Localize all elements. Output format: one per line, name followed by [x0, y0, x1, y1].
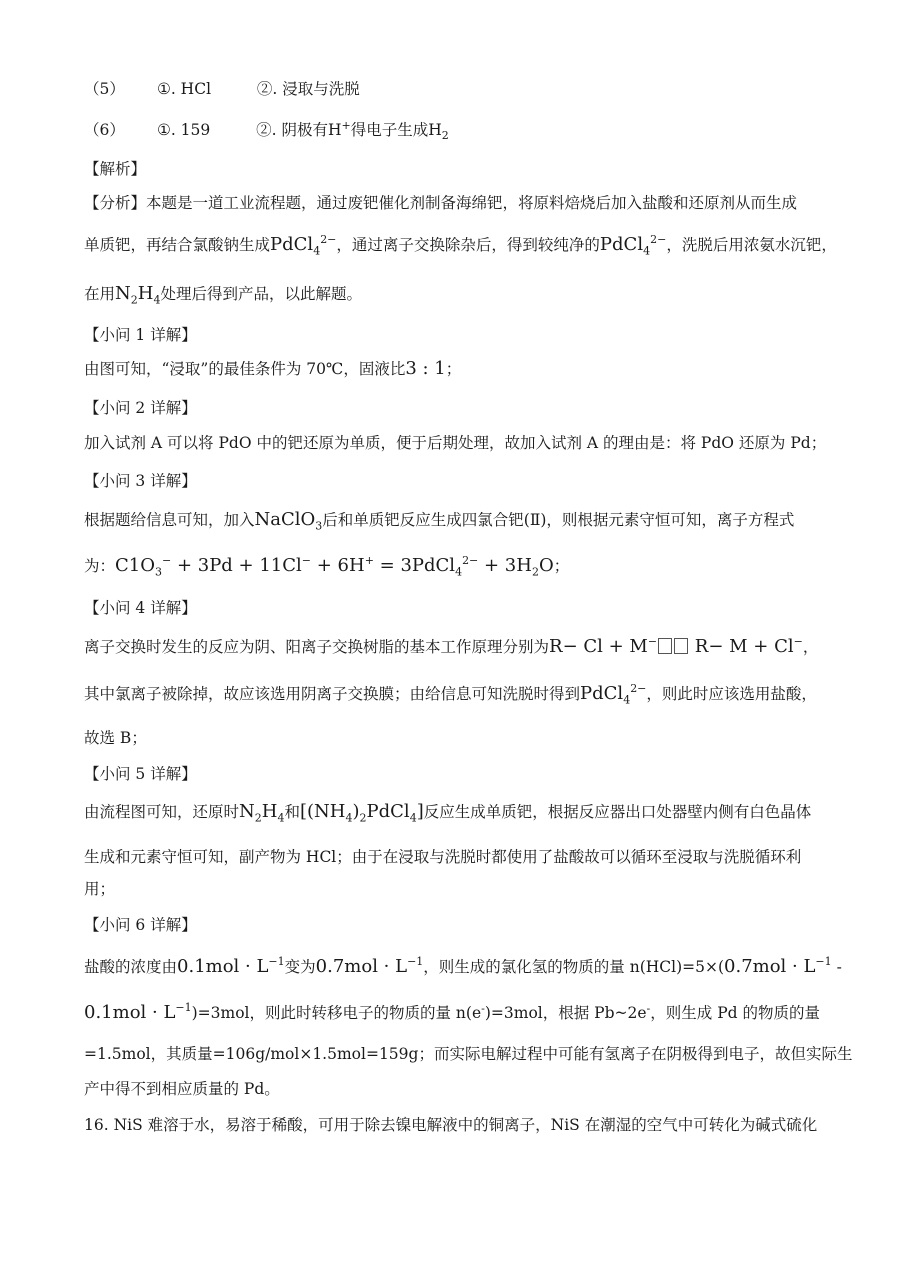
concentration-1: $0.1mol \cdot L^{-1}$ [84, 1001, 192, 1023]
q2-text: 加入试剂 A 可以将 PdO 中的钯还原为单质，便于后期处理，故加入试剂 A 的理由是：将 PdO 还原为 Pd； [84, 434, 827, 452]
concentration-2: $0.7mol \cdot L^{-1}$ [315, 955, 424, 977]
q3-label: 【小问 3 详解】 [84, 472, 197, 490]
formula-pdcl4: PdCl$_4^{2-}$ [270, 233, 337, 258]
resin-reaction: R− Cl + M− R− M + Cl− [549, 635, 803, 657]
answer-2: ②. 阴极有H+得电子生成$H_2$ [256, 118, 449, 143]
answer-number: （5） [84, 80, 125, 98]
analysis-line-2: 单质钯，再结合氯酸钠生成PdCl$_4^{2-}$，通过离子交换除杂后，得到较纯净的PdCl$_4^{2-}$，洗脱后用浓氨水沉钯， [84, 233, 837, 258]
q1-label: 【小问 1 详解】 [84, 326, 197, 344]
q4-line-2: 其中氯离子被除掉，故应该选用阴离子交换膜；由给信息可知洗脱时得到PdCl$_4^{2-}$，则此时应该选用盐酸， [84, 682, 817, 707]
equilibrium-arrow-icon [658, 638, 672, 654]
equilibrium-arrow-icon [674, 638, 688, 654]
formula-n2h4: $N_2H_4$ [239, 801, 285, 825]
formula-n2h4: $N_2H_4$ [115, 283, 161, 307]
formula-pdcl4: PdCl$_4^{2-}$ [580, 682, 647, 707]
q6-label: 【小问 6 详解】 [84, 916, 197, 934]
analysis-line-3: 在用$N_2H_4$处理后得到产品，以此解题。 [84, 283, 362, 307]
q4-line-3: 故选 B； [84, 729, 147, 747]
q1-text: 由图可知，“浸取”的最佳条件为 70℃，固液比3 : 1； [84, 358, 462, 379]
q6-line-2: $0.1mol \cdot L^{-1})=3mol$，则此时转移电子的物质的量 n(e-)=3mol，根据 Pb~2e-，则生成 Pd 的物质的量 [84, 1001, 820, 1023]
answer-1: ①. 159 [156, 121, 211, 139]
answer-number: （6） [84, 121, 125, 139]
ionic-equation: $C1O_3^- + 3Pd + 11Cl^- + 6H^+$ = 3PdCl$_4^{2-}$ + $3H_2O$ [115, 554, 554, 579]
q5-line-1: 由流程图可知，还原时$N_2H_4$和$[(NH_4)_2PdCl_4]$反应生成单质钯，根据反应器出口处器壁内侧有白色晶体 [84, 801, 812, 825]
answer-1: ①. HCl [156, 80, 212, 98]
q6-line-4: 产中得不到相应质量的 Pd。 [84, 1080, 280, 1098]
answer-2: ②. 浸取与洗脱 [256, 80, 360, 98]
q5-line-2: 生成和元素守恒可知，副产物为 HCl；由于在浸取与洗脱时都使用了盐酸故可以循环至浸取与洗脱循环利 [84, 848, 802, 866]
analysis-label: 【分析】 [84, 194, 147, 212]
q3-equation: 为：$C1O_3^- + 3Pd + 11Cl^- + 6H^+$ = 3PdCl$_4^{2-}$ + $3H_2O$； [84, 554, 570, 579]
concentration-2: $0.7mol \cdot L^{-1}$ [724, 955, 832, 977]
question-16: 16. NiS 难溶于水，易溶于稀酸，可用于除去镍电解液中的铜离子，NiS 在潮湿的空气中可转化为碱式硫化 [84, 1116, 818, 1134]
q6-line-3: =1.5mol，其质量=106g/mol×1.5mol=159g；而实际电解过程中可能有氢离子在阴极得到电子，故但实际生 [84, 1045, 853, 1063]
q4-label: 【小问 4 详解】 [84, 599, 197, 617]
ratio: 3 : 1 [405, 358, 446, 379]
concentration-1: $0.1mol \cdot L^{-1}$ [177, 955, 285, 977]
section-label: 【解析】 [84, 160, 147, 178]
q4-line-1: 离子交换时发生的反应为阴、阳离子交换树脂的基本工作原理分别为R− Cl + M− R− M + Cl−， [84, 635, 819, 657]
q6-line-1: 盐酸的浓度由$0.1mol \cdot L^{-1}$变为$0.7mol \cdot L^{-1}$，则生成的氯化氢的物质的量 $n(HCl)=5\times(0.7mol \cdot L^{-1}$ - [84, 955, 842, 977]
q3-text: 根据题给信息可知，加入NaClO$_3$后和单质钯反应生成四氯合钯(Ⅱ)，则根据元素守恒可知，离子方程式 [84, 509, 795, 533]
q5-label: 【小问 5 详解】 [84, 765, 197, 783]
formula-ammonium-complex: $[(NH_4)_2PdCl_4]$ [299, 801, 424, 825]
answer-q5 [84, 78, 824, 100]
formula-naclo3: NaClO$_3$ [254, 509, 323, 533]
q2-label: 【小问 2 详解】 [84, 399, 197, 417]
analysis-line-1: 【分析】本题是一道工业流程题，通过废钯催化剂制备海绵钯，将原料焙烧后加入盐酸和还原剂从而生成 [84, 194, 798, 212]
q5-line-3: 用； [84, 880, 116, 898]
formula-pdcl4: PdCl$_4^{2-}$ [599, 233, 667, 258]
answer-q6 [84, 119, 824, 141]
